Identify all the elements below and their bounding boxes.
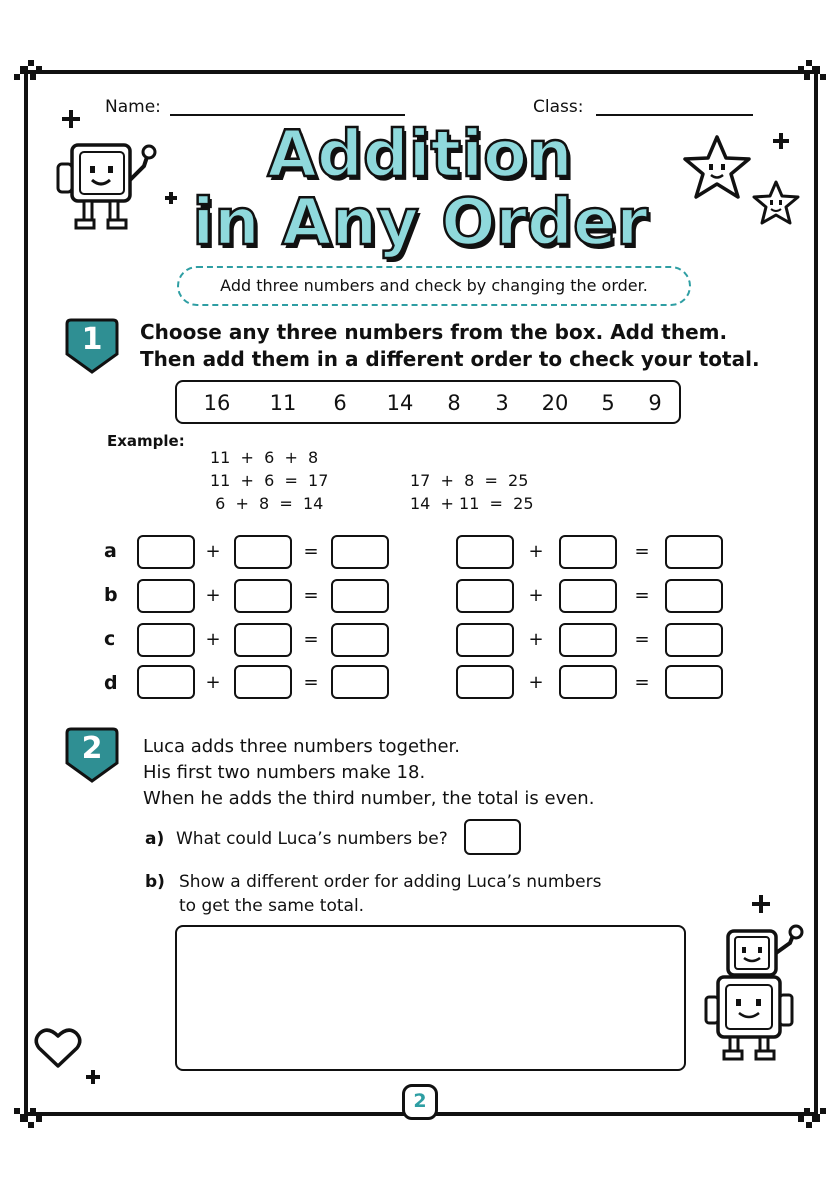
part-b-label: b) [145, 872, 165, 892]
answer-box[interactable] [665, 535, 723, 569]
sparkle-icon [752, 895, 770, 913]
plus-sign: + [528, 585, 544, 606]
robot-stack-icon [704, 925, 808, 1065]
answer-box[interactable] [559, 535, 617, 569]
plus-sign: + [205, 585, 221, 606]
corner-bottom-left-icon [14, 1098, 44, 1128]
question-2-number: 2 [81, 731, 103, 766]
answer-box[interactable] [331, 535, 389, 569]
page-subtitle: Add three numbers and check by changing the order. [177, 266, 691, 306]
question-1-line-2: Then add them in a different order to check your total. [140, 347, 760, 371]
corner-bottom-right-icon [796, 1098, 826, 1128]
answer-box[interactable] [456, 579, 514, 613]
page-number: 2 [402, 1084, 438, 1120]
part-b-answer-area[interactable] [175, 925, 686, 1071]
example-line: 11 + 6 = 17 [210, 471, 329, 490]
plus-sign: + [528, 541, 544, 562]
corner-top-right-icon [796, 60, 826, 90]
part-b-question-line-2: to get the same total. [179, 896, 365, 916]
example-line: 6 + 8 = 14 [210, 494, 324, 513]
plus-sign: + [528, 629, 544, 650]
heart-icon [34, 1026, 82, 1070]
page-title-line-2: in Any Order [192, 186, 648, 260]
equals-sign: = [634, 541, 650, 562]
row-label-b: b [104, 584, 118, 606]
example-line: 17 + 8 = 25 [410, 471, 529, 490]
answer-box[interactable] [559, 579, 617, 613]
answer-box[interactable] [234, 535, 292, 569]
class-field[interactable] [596, 114, 753, 116]
sparkle-icon [86, 1070, 100, 1084]
answer-box[interactable] [665, 579, 723, 613]
equals-sign: = [303, 585, 319, 606]
part-a-label: a) [145, 829, 165, 849]
number-option: 20 [541, 391, 569, 415]
number-option: 6 [333, 391, 347, 415]
plus-sign: + [205, 541, 221, 562]
answer-box[interactable] [234, 579, 292, 613]
example-line: 11 + 6 + 8 [210, 448, 319, 467]
example-line: 14 + 11 = 25 [410, 494, 534, 513]
plus-sign: + [205, 629, 221, 650]
number-option: 16 [203, 391, 231, 415]
answer-box[interactable] [559, 665, 617, 699]
number-option: 8 [447, 391, 461, 415]
class-label: Class: [533, 97, 584, 117]
answer-box[interactable] [559, 623, 617, 657]
answer-box[interactable] [456, 535, 514, 569]
part-a-question: What could Luca’s numbers be? [176, 829, 448, 849]
plus-sign: + [528, 672, 544, 693]
part-a-answer-box[interactable] [464, 819, 521, 855]
answer-box[interactable] [137, 665, 195, 699]
number-option: 3 [495, 391, 509, 415]
name-field[interactable] [170, 114, 405, 116]
number-option: 14 [386, 391, 414, 415]
answer-box[interactable] [456, 665, 514, 699]
answer-box[interactable] [665, 665, 723, 699]
answer-box[interactable] [331, 579, 389, 613]
answer-box[interactable] [234, 665, 292, 699]
number-option: 5 [601, 391, 615, 415]
equals-sign: = [303, 541, 319, 562]
answer-box[interactable] [234, 623, 292, 657]
equals-sign: = [634, 672, 650, 693]
part-b-question-line-1: Show a different order for adding Luca’s numbers [179, 872, 602, 892]
answer-box[interactable] [137, 623, 195, 657]
answer-box[interactable] [456, 623, 514, 657]
question-2-line-2: His first two numbers make 18. [143, 762, 426, 783]
equals-sign: = [303, 672, 319, 693]
question-2-line-1: Luca adds three numbers together. [143, 736, 461, 757]
number-option: 11 [269, 391, 297, 415]
corner-top-left-icon [14, 60, 44, 90]
answer-box[interactable] [331, 665, 389, 699]
plus-sign: + [205, 672, 221, 693]
question-1-number: 1 [81, 322, 103, 357]
answer-box[interactable] [137, 579, 195, 613]
question-2-line-3: When he adds the third number, the total is even. [143, 788, 595, 809]
example-label: Example: [107, 432, 185, 450]
number-box [175, 380, 681, 424]
page-title: Addition [267, 118, 573, 192]
equals-sign: = [634, 585, 650, 606]
name-label: Name: [105, 97, 161, 117]
row-label-c: c [104, 628, 116, 650]
question-1-line-1: Choose any three numbers from the box. Add them. [140, 320, 728, 344]
equals-sign: = [634, 629, 650, 650]
equals-sign: = [303, 629, 319, 650]
answer-box[interactable] [331, 623, 389, 657]
row-label-a: a [104, 540, 117, 562]
answer-box[interactable] [137, 535, 195, 569]
answer-box[interactable] [665, 623, 723, 657]
row-label-d: d [104, 672, 118, 694]
number-option: 9 [648, 391, 662, 415]
